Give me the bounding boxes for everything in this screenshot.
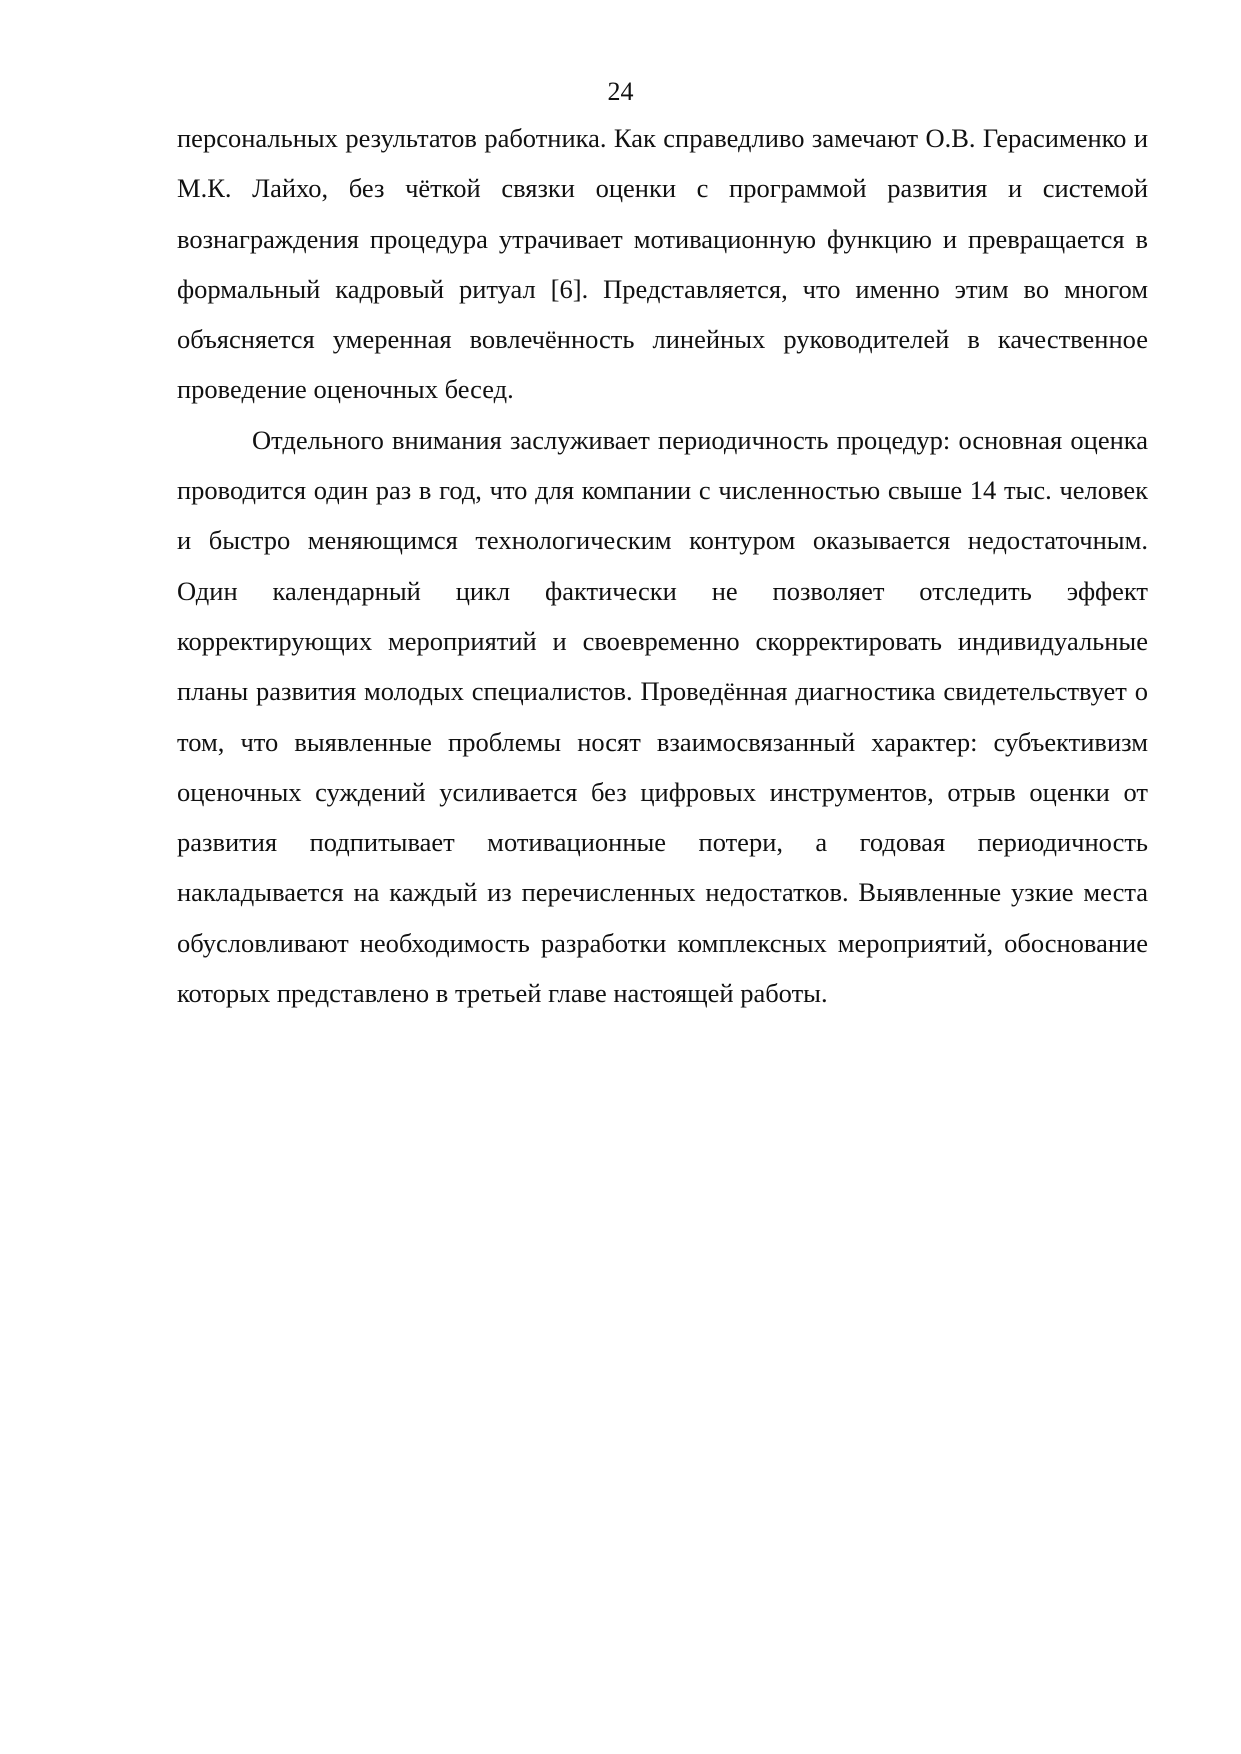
paragraph-continuation: персональных результатов работника. Как справедливо замечают О.В. Герасименко и М.К. Лайхо, без чёткой связки оценки с программой развития и системой вознаграждения процедура утрачивает мотивационную функцию и превращается в формальный кадровый ритуал [6]. Представляется, что именно этим во многом объясняется умеренная вовлечённость линейных руководителей в качественное проведение оценочных бесед. (177, 123, 1148, 405)
document-body (177, 113, 1148, 1018)
paragraph-periodicity: Отдельного внимания заслуживает периодичность процедур: основная оценка проводится один раз в год, что для компании с численностью свыше 14 тыс. человек и быстро меняющимся технологическим контуром оказывается недостаточным. Один календарный цикл фактически не позволяет отследить эффект корректирующих мероприятий и своевременно скорректировать индивидуальные планы развития молодых специалистов. Проведённая диагностика свидетельствует о том, что выявленные проблемы носят взаимосвязанный характер: субъективизм оценочных суждений усиливается без цифровых инструментов, отрыв оценки от развития подпитывает мотивационные потери, а годовая периодичность накладывается на каждый из перечисленных недостатков. Выявленные узкие места обусловливают необходимость разработки комплексных мероприятий, обоснование которых представлено в третьей главе настоящей работы. (177, 424, 1148, 1009)
page-number: 24 (607, 77, 634, 106)
